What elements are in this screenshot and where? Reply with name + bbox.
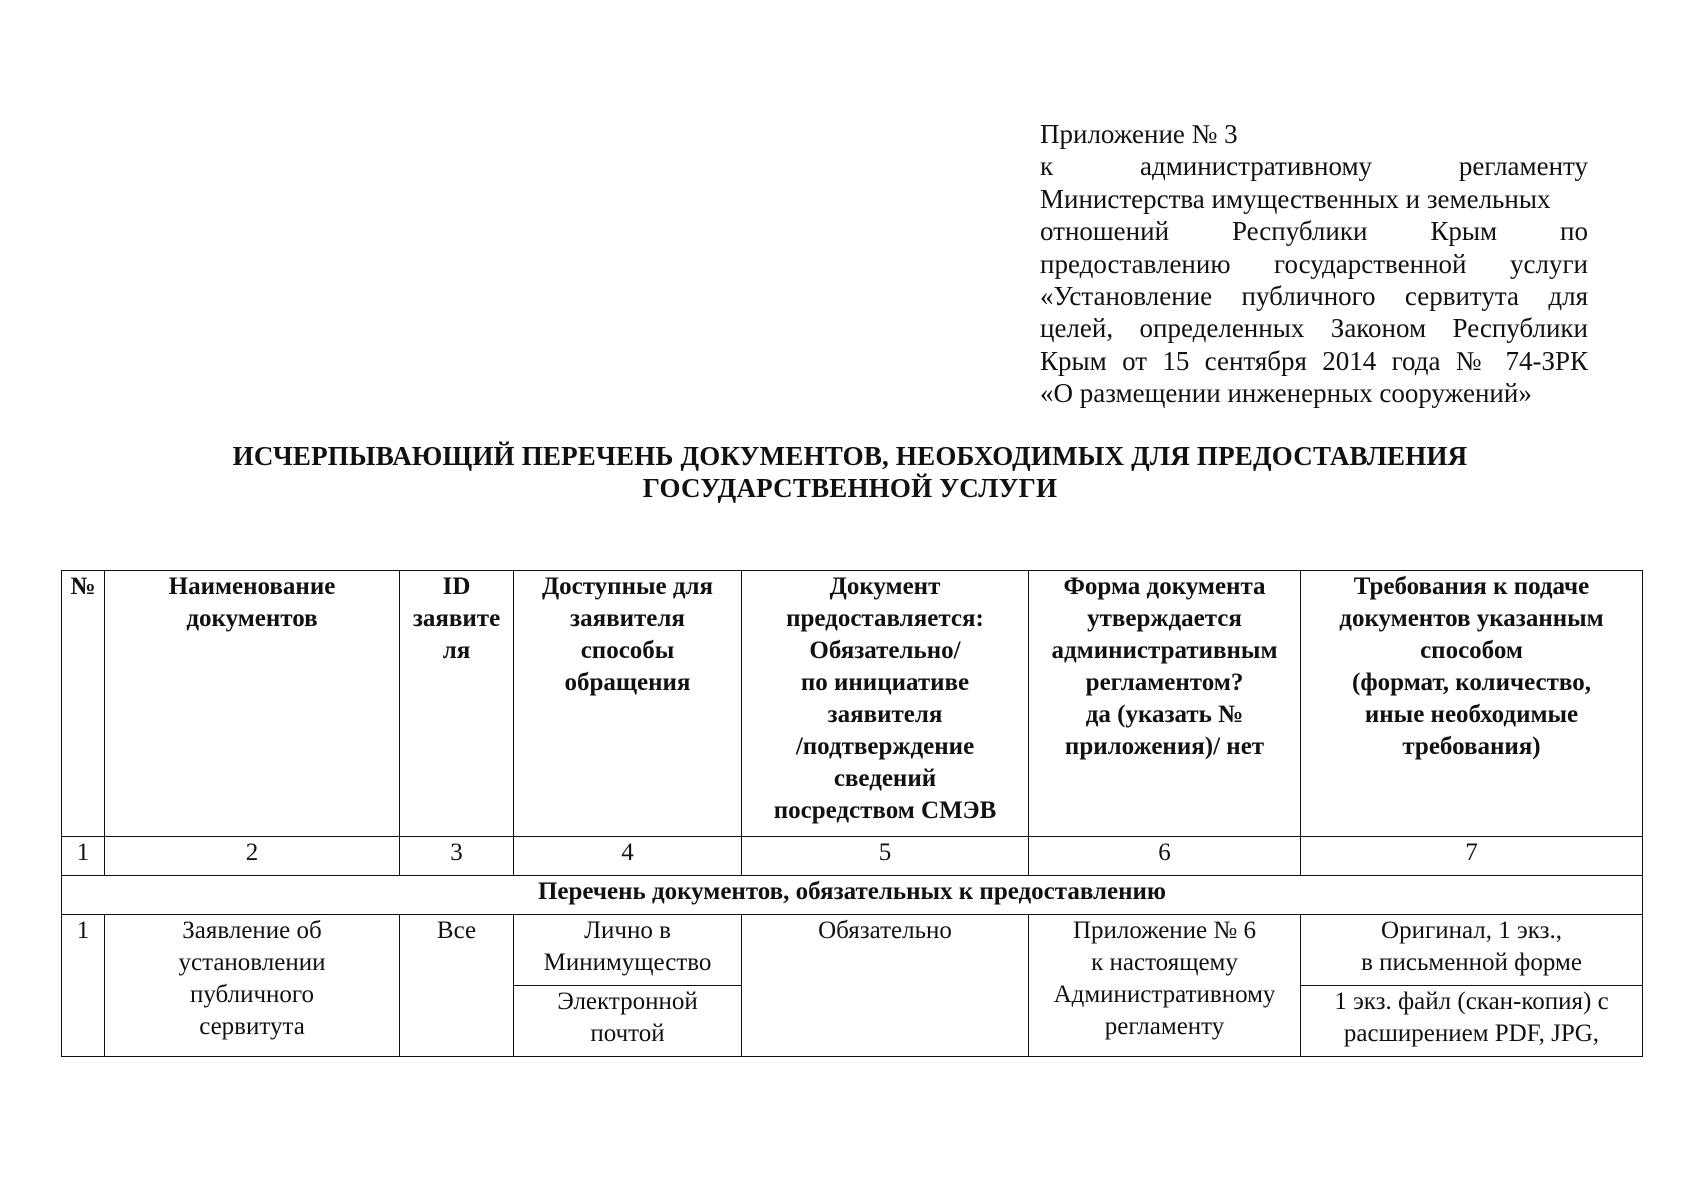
applicant-id-cell: Все — [400, 915, 514, 1057]
header-text: документов указанным — [1339, 605, 1604, 632]
header-text: Доступные для — [541, 573, 714, 600]
requirement-text: расширением PDF, JPG, — [1343, 1020, 1600, 1047]
title-line-1: ИСЧЕРПЫВАЮЩИЙ ПЕРЕЧЕНЬ ДОКУМЕНТОВ, НЕОБХОДИМЫХ ДЛЯ ПРЕДОСТАВЛЕНИЯ — [232, 441, 1468, 471]
header-text: способы — [580, 637, 675, 664]
form-text: регламенту — [1104, 1013, 1225, 1040]
header-text: Наименование — [168, 573, 336, 600]
header-text: заявителя — [570, 605, 685, 632]
header-cell-requirements — [1301, 571, 1643, 837]
method-text: почтой — [590, 1020, 665, 1047]
header-cell-form — [1029, 571, 1301, 837]
method-cell — [514, 915, 742, 986]
header-text: по инициативе — [800, 669, 970, 696]
appendix-line: Крым от 15 сентября 2014 года № 74-ЗРК — [1040, 345, 1588, 376]
header-text: да (указать № — [1085, 701, 1244, 728]
table-row — [62, 915, 1643, 986]
document-name-text: Заявление об — [182, 917, 322, 944]
column-number: 6 — [1029, 837, 1301, 876]
header-cell-number — [62, 571, 105, 837]
document-name-text: публичного — [189, 981, 315, 1008]
document-name-text: установлении — [178, 949, 326, 976]
header-text: заявите — [412, 605, 501, 632]
appendix-block — [1040, 118, 1588, 410]
row-number: 1 — [62, 915, 105, 1057]
header-text: сведений — [833, 765, 937, 792]
column-number: 2 — [105, 837, 400, 876]
appendix-line: отношений Республики Крым по — [1040, 216, 1588, 247]
column-number: 1 — [62, 837, 105, 876]
method-cell — [514, 986, 742, 1057]
header-text: утверждается — [1087, 605, 1242, 632]
requirement-text: Оригинал, 1 экз., — [1381, 917, 1562, 944]
appendix-line: Министерства имущественных и земельных — [1040, 183, 1551, 214]
form-text: Приложение № 6 — [1072, 917, 1257, 944]
header-text: (формат, количество, — [1352, 669, 1591, 696]
requirement-cell — [1301, 915, 1643, 986]
header-text: посредством СМЭВ — [773, 797, 997, 824]
appendix-line: Приложение № 3 — [1040, 119, 1238, 149]
header-text: документов — [186, 605, 318, 632]
section-row — [62, 876, 1643, 915]
method-text: Лично в — [584, 917, 671, 944]
column-number-row — [62, 837, 1643, 876]
header-text: Требования к подаче — [1353, 573, 1590, 600]
header-text: предоставляется: — [786, 605, 984, 632]
appendix-line: к административному регламенту — [1040, 151, 1588, 182]
provision-cell: Обязательно — [742, 915, 1029, 1057]
column-number: 4 — [514, 837, 742, 876]
requirement-text: 1 экз. файл (скан-копия) с — [1334, 988, 1609, 1015]
header-text: /подтверждение — [795, 733, 975, 760]
header-cell-document-name — [105, 571, 400, 837]
requirement-cell — [1301, 986, 1643, 1057]
header-cell-provision — [742, 571, 1029, 837]
header-text: требования) — [1402, 733, 1541, 760]
form-cell — [1029, 915, 1301, 1057]
appendix-line: предоставлению государственной услуги — [1040, 248, 1588, 279]
column-number: 3 — [400, 837, 514, 876]
header-text: способом — [1420, 637, 1523, 664]
header-text: Обязательно/ — [809, 637, 961, 664]
header-text: приложения)/ нет — [1064, 733, 1265, 760]
column-number: 7 — [1301, 837, 1643, 876]
method-text: Минимущество — [543, 949, 712, 976]
document-name-cell — [105, 915, 400, 1057]
document-title — [90, 440, 1610, 504]
table-header-row — [62, 571, 1643, 837]
header-text: Форма документа — [1063, 573, 1266, 600]
header-text: регламентом? — [1085, 669, 1244, 696]
requirement-text: в письменной форме — [1361, 949, 1582, 976]
appendix-line: целей, определенных Законом Республики — [1040, 313, 1588, 344]
documents-table — [61, 570, 1643, 1057]
form-text: к настоящему — [1091, 949, 1238, 976]
document-name-text: сервитута — [199, 1013, 305, 1040]
header-cell-applicant-id — [400, 571, 514, 837]
section-title: Перечень документов, обязательных к предоставлению — [62, 876, 1643, 915]
title-line-2: ГОСУДАРСТВЕННОЙ УСЛУГИ — [642, 473, 1058, 503]
column-number: 5 — [742, 837, 1029, 876]
appendix-line: «О размещении инженерных сооружений» — [1040, 378, 1532, 409]
header-text: иные необходимые — [1364, 701, 1579, 728]
header-text: обращения — [564, 669, 691, 696]
header-text: ля — [442, 637, 471, 664]
header-text: № — [70, 573, 96, 600]
header-cell-methods — [514, 571, 742, 837]
header-text: ID — [442, 573, 471, 600]
form-text: Административному — [1053, 981, 1276, 1008]
header-text: административным — [1051, 637, 1278, 664]
method-text: Электронной — [557, 988, 698, 1015]
appendix-line: «Установление публичного сервитута для — [1040, 281, 1588, 312]
header-text: заявителя — [827, 701, 943, 728]
header-text: Документ — [829, 573, 941, 600]
